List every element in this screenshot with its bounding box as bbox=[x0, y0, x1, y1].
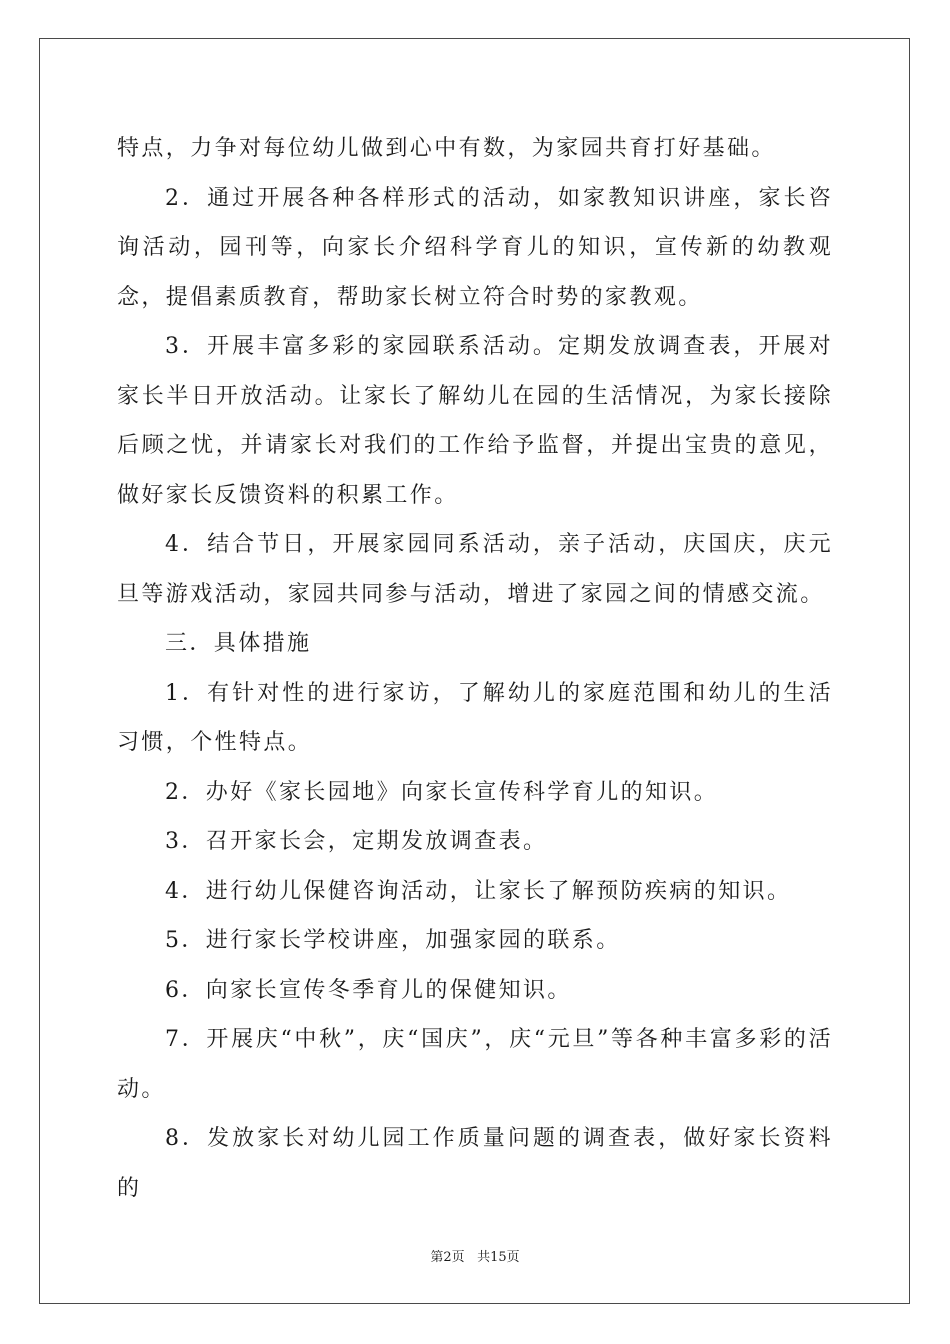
paragraph-item-2: 2．通过开展各种各样形式的活动，如家教知识讲座，家长咨询活动，园刊等，向家长介绍科学育儿的知识，宣传新的幼教观念，提倡素质教育，帮助家长树立符合时势的家教观。 bbox=[117, 185, 833, 310]
measure-item-1: 1．有针对性的进行家访，了解幼儿的家庭范围和幼儿的生活习惯，个性特点。 bbox=[117, 680, 833, 755]
measure-item-8: 8．发放家长对幼儿园工作质量问题的调查表，做好家长资料的 bbox=[117, 1126, 833, 1201]
measure-item-3: 3．召开家长会，定期发放调查表。 bbox=[165, 829, 548, 854]
total-pages: 共15页 bbox=[477, 1250, 520, 1265]
paragraph-continued: 特点，力争对每位幼儿做到心中有数，为家园共育打好基础。 bbox=[117, 136, 776, 161]
page-footer bbox=[0, 1246, 950, 1265]
paragraph-item-3: 3．开展丰富多彩的家园联系活动。定期发放调查表，开展对家长半日开放活动。让家长了解幼儿在园的生活情况，为家长接除后顾之忧，并请家长对我们的工作给予监督，并提出宝贵的意见，做好家长反馈资料的积累工作。 bbox=[117, 334, 833, 508]
measure-item-2: 2．办好《家长园地》向家长宣传科学育儿的知识。 bbox=[165, 779, 719, 805]
document-body bbox=[117, 124, 833, 1213]
measure-item-5: 5．进行家长学校讲座，加强家园的联系。 bbox=[165, 928, 621, 953]
measure-item-7: 7．开展庆“中秋”，庆“国庆”，庆“元旦”等各种丰富多彩的活动。 bbox=[117, 1027, 833, 1102]
paragraph-item-4: 4．结合节日，开展家园同系活动，亲子活动，庆国庆，庆元旦等游戏活动，家园共同参与活动，增进了家园之间的情感交流。 bbox=[117, 532, 833, 607]
measure-item-4: 4．进行幼儿保健咨询活动，让家长了解预防疾病的知识。 bbox=[165, 878, 792, 904]
footer-spacer bbox=[465, 1250, 477, 1265]
page-number: 第2页 bbox=[430, 1250, 465, 1265]
measure-item-6: 6．向家长宣传冬季育儿的保健知识。 bbox=[165, 977, 572, 1003]
section-heading: 三．具体措施 bbox=[165, 631, 312, 656]
